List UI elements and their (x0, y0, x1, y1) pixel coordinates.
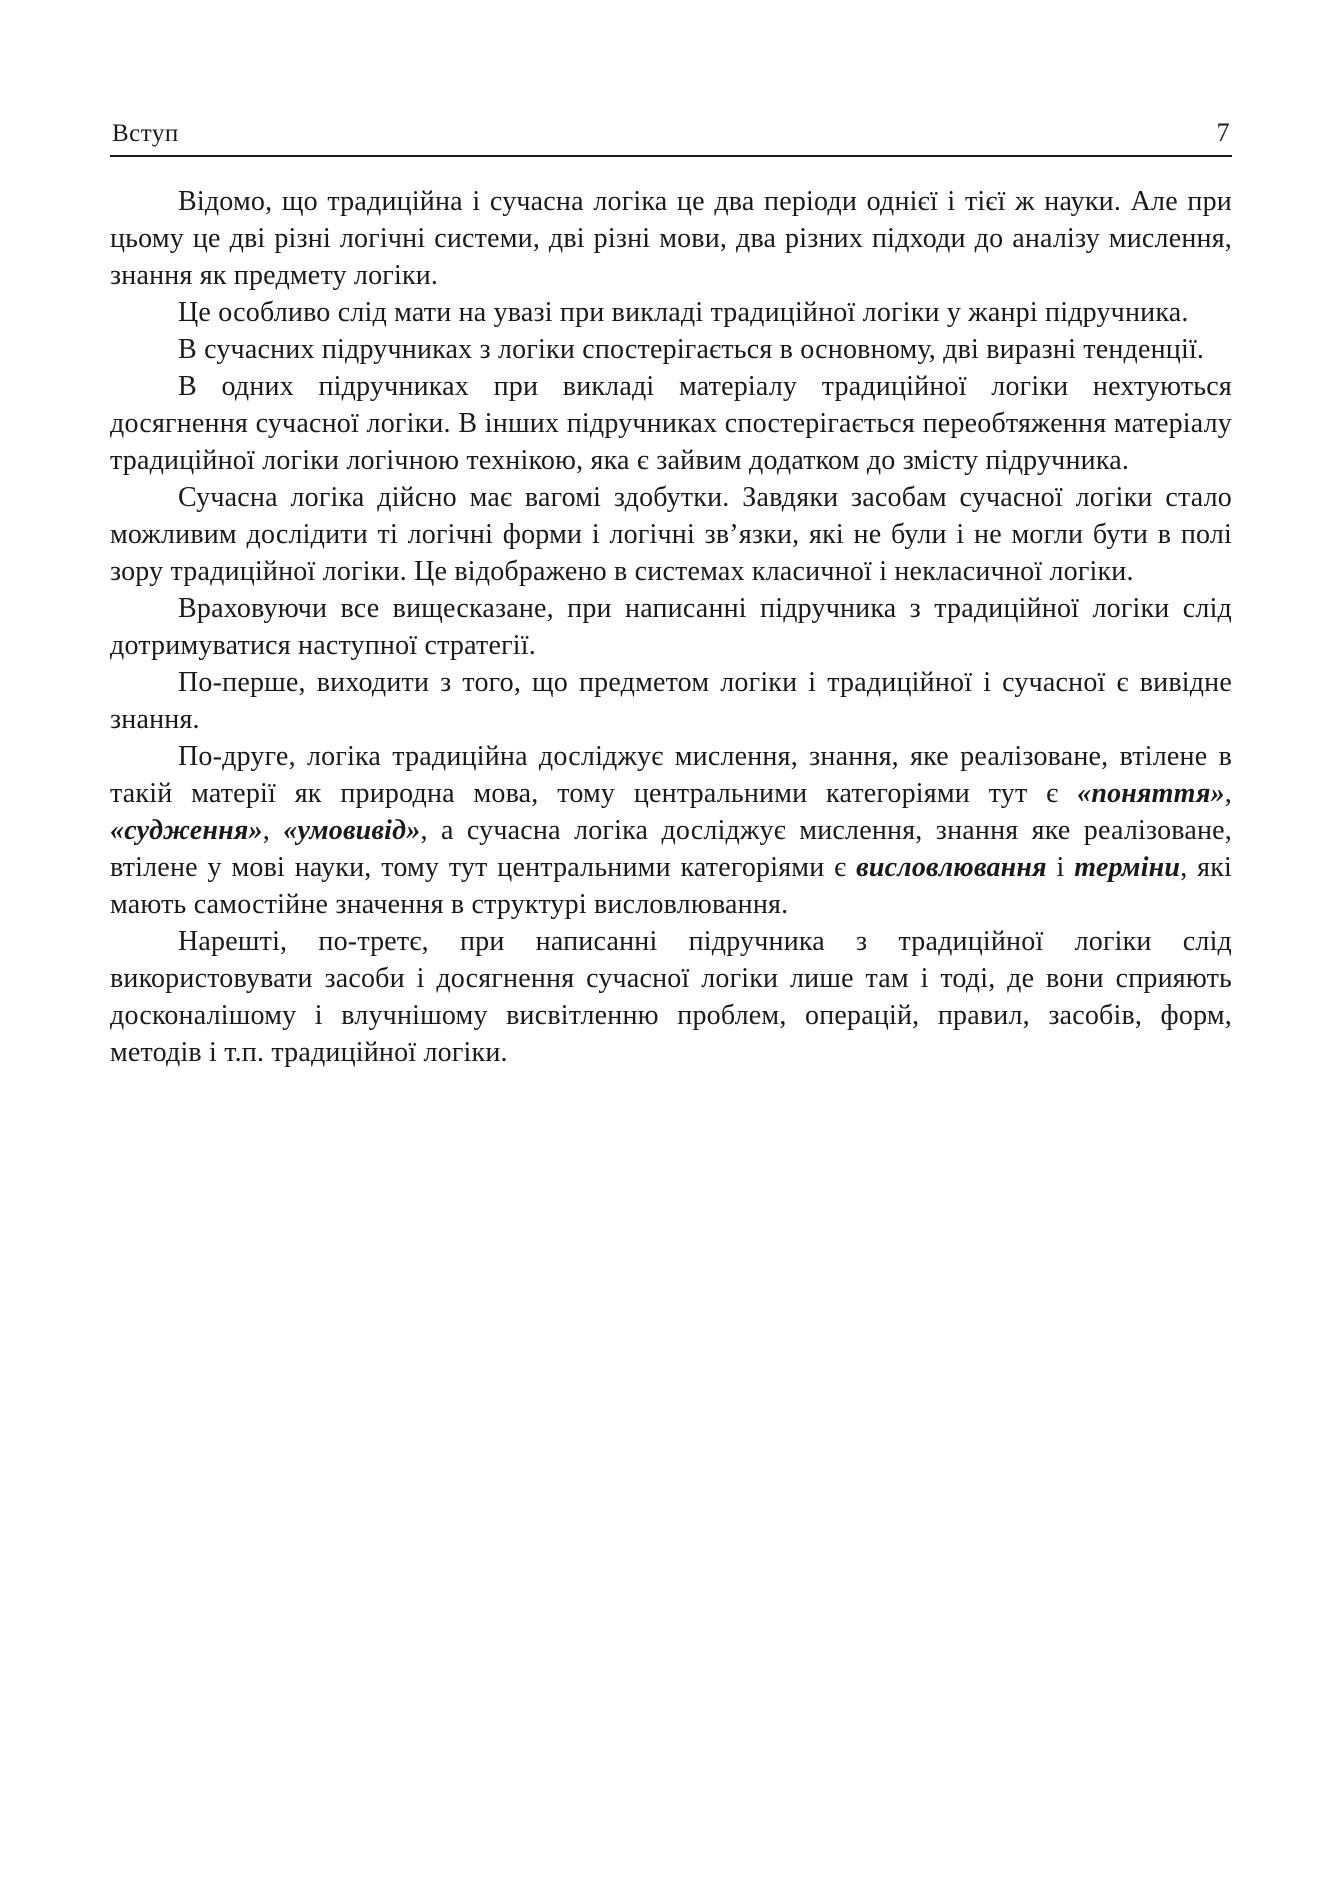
paragraph-3: В сучасних підручниках з логіки спостерігається в основному, дві виразні тенденції. (178, 334, 1205, 365)
term-poniattia: «поняття» (1077, 778, 1225, 809)
page-number: 7 (1216, 118, 1230, 147)
paragraph-9: Нарешті, по-третє, при написанні підручника з традиційної логіки слід використовувати засоби і досягнення сучасної логіки лише там і тоді, де вони сприяють досконалішому і влучнішому висвітленню проблем, операцій, правил, засобів, форм, методів і т.п. традиційної логіки. (110, 926, 1232, 1068)
page-header (110, 118, 1232, 157)
paragraph-4: В одних підручниках при викладі матеріалу традиційної логіки нехтуються досягнення сучасної логіки. В інших підручниках спостерігається переобтяження матеріалу традиційної логіки логічною технікою, яка є зайвим додатком до змісту підручника. (110, 371, 1232, 476)
text-run: По-друге, логіка традиційна досліджує мислення, знання, яке реалізоване, втілене в такій матерії як природна мова, тому центральними категоріями тут є (110, 741, 1232, 809)
paragraph-7: По-перше, виходити з того, що предметом логіки і традиційної і сучасної є вивідне знання. (110, 667, 1232, 735)
paragraph-5: Сучасна логіка дійсно має вагомі здобутки. Завдяки засобам сучасної логіки стало можливим дослідити ті логічні форми і логічні зв’язки, які не були і не могли бути в полі зору традиційної логіки. Це відображено в системах класичної і некласичної логіки. (110, 482, 1232, 587)
body-text (110, 183, 1232, 1071)
page-content (110, 118, 1232, 1071)
term-vyslovliuvannia: висловлювання (856, 852, 1047, 883)
paragraph-1: Відомо, що традиційна і сучасна логіка це два періоди однієї і тієї ж науки. Але при цьому це дві різні логічні системи, дві різні мови, два різних підходи до аналізу мислення, знання як предмету логіки. (110, 186, 1232, 291)
term-sudzhennia: «судження» (110, 815, 263, 846)
term-umovyvid: «умовивід» (283, 815, 421, 846)
text-run: , (262, 815, 284, 846)
section-title: Вступ (112, 120, 179, 147)
text-run: , (1224, 778, 1232, 809)
term-terminy: терміни (1074, 852, 1181, 883)
text-run: і (1046, 852, 1075, 883)
text-run: , а сучасна логіка досліджує мислення, знання яке реалізоване, втілене у мові науки, тому тут центральними категоріями є (110, 815, 1232, 883)
paragraph-8 (110, 738, 1232, 923)
text-run: , які мають самостійне значення в структурі висловлювання. (110, 852, 1232, 920)
paragraph-2: Це особливо слід мати на увазі при викладі традиційної логіки у жанрі підручника. (178, 297, 1189, 328)
paragraph-6: Враховуючи все вищесказане, при написанні підручника з традиційної логіки слід дотримуватися наступної стратегії. (110, 593, 1232, 661)
